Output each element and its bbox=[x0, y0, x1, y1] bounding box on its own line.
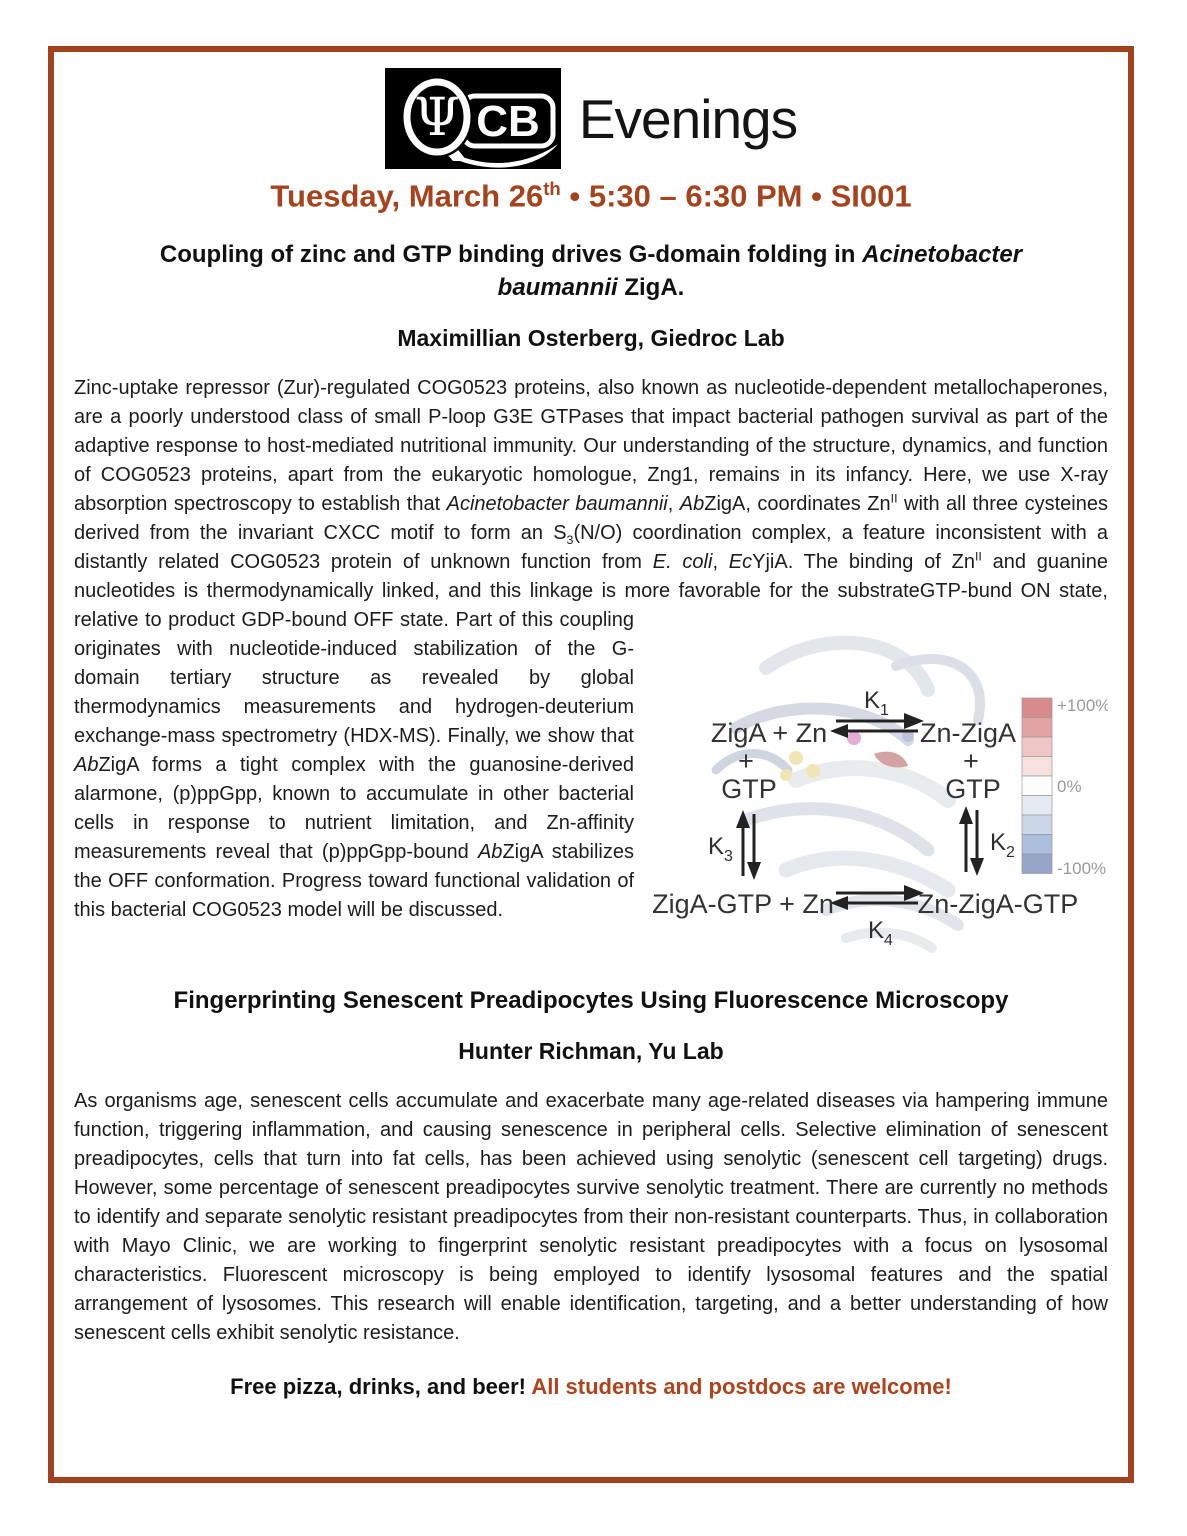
k3-label: $K_3$ bbox=[708, 833, 733, 866]
talk1-abstract bbox=[74, 374, 1109, 950]
talk1-abstract-part1: Zinc-uptake repressor (Zur)-regulated COG0523 proteins, also known as nucleotide-dependent metallochaperones, are a poorly understood class of small P-loop G3E GTPases that impact bacterial pathogen survival as part of the adaptive response to host-mediated nutritional immunity. Our understanding of the structure, dynamics, and function of COG0523 proteins, apart from the eukaryotic homologue, Zng1, remains in its infancy. Here, we use X-ray absorption spectroscopy to establish that Acinetobacter baumannii, AbZigA, coordinates $Zn^{II}$ with all three cysteines derived from the invariant CXCC motif to form an $S_3(N/O)$ coordination complex, a feature inconsistent with a distantly related COG0523 protein of unknown function from E. coli, EcYjiA. The binding of $Zn^{II}$ and guanine nucleotides is thermodynamically linked, and this linkage is more favorable for the substrate bbox=[74, 377, 1109, 603]
header bbox=[74, 68, 1108, 169]
scheme-zn-ziga: Zn-ZigA bbox=[919, 718, 1017, 749]
k1-label: $K_1$ bbox=[864, 687, 889, 720]
talk1-title: Coupling of zinc and GTP binding drives G-domain folding in Acinetobacter baumannii ZigA. bbox=[159, 241, 1023, 302]
talk2-title: Fingerprinting Senescent Preadipocytes Using Fluorescence Microscopy bbox=[173, 987, 1009, 1015]
footer-black-text: Free pizza, drinks, and beer! bbox=[230, 1374, 532, 1400]
scheme-ziga-zn: ZigA + Zn bbox=[710, 718, 828, 749]
iu-trident-icon: Ψ bbox=[414, 88, 460, 148]
colorbar-top-label: +100% bbox=[1057, 696, 1108, 716]
talk1-figure bbox=[646, 608, 1108, 980]
gtp-right: GTP bbox=[945, 774, 1001, 805]
k2-label: $K_2$ bbox=[990, 829, 1015, 862]
hdx-colorbar bbox=[1022, 696, 1108, 878]
flyer-content bbox=[54, 52, 1128, 1400]
colorbar-bottom-label: -100% bbox=[1057, 859, 1107, 879]
footer bbox=[74, 1374, 1108, 1400]
gtp-left: GTP bbox=[721, 774, 777, 805]
logo-wordmark: Evenings bbox=[578, 87, 798, 150]
talk2-abstract: As organisms age, senescent cells accumulate and exacerbate many age-related diseases via hampering immune function, triggering inflammation, and causing senescence in peripheral cells. Selective elimination of senescent preadipocytes, cells that turn into fat cells, has been achieved using senolytic (senescent cell targeting) drugs. However, some percentage of senescent preadipocytes survive senolytic treatment. There are currently no methods to identify and separate senolytic resistant preadipocytes from their non-resistant counterparts. Thus, in collaboration with Mayo Clinic, we are working to fingerprint senolytic resistant preadipocytes with a focus on lysosomal characteristics. Fluorescent microscopy is being employed to identify lysosomal features and the spatial arrangement of lysosomes. This research will enable identification, targeting, and a better understanding of how senescent cells exhibit senolytic resistance. bbox=[74, 1090, 1108, 1345]
colorbar-mid-label: 0% bbox=[1057, 777, 1082, 797]
talk1-abstract-part2: GTP-bund ON state, relative to product GDP-bound OFF state. Part of this coupling originates with nucleotide-induced stabilization of the G-domain tertiary structure as revealed by global thermodynamics measurements and hydrogen-deuterium exchange-mass spectrometry (HDX-MS). Finally, we show that AbZigA forms a tight complex with the guanosine-derived alarmone, (p)ppGpp, known to accumulate in other bacterial cells in response to nutrient limitation, and Zn-affinity measurements reveal that (p)ppGpp-bound AbZigA stabilizes the OFF conformation. Progress toward functional validation of this bacterial COG0523 model will be discussed. bbox=[74, 580, 1108, 922]
k4-label: $K_4$ bbox=[868, 917, 893, 950]
event-date-line: Tuesday, March 26th • 5:30 – 6:30 PM • SI001 bbox=[270, 178, 912, 214]
plus-left: + bbox=[738, 746, 754, 777]
zinc-gtp-equilibrium-figure bbox=[646, 608, 1108, 980]
logo-cb-text: CB bbox=[476, 97, 540, 146]
qcb-logo-icon bbox=[385, 68, 561, 169]
plus-right: + bbox=[963, 746, 979, 777]
scheme-zn-ziga-gtp: Zn-ZigA-GTP bbox=[917, 889, 1079, 920]
talk2-speaker: Hunter Richman, Yu Lab bbox=[458, 1038, 724, 1065]
flyer-border-frame bbox=[48, 46, 1134, 1483]
scheme-ziga-gtp-zn: ZigA-GTP + Zn bbox=[652, 889, 834, 920]
talk1-speaker: Maximillian Osterberg, Giedroc Lab bbox=[397, 325, 785, 352]
footer-red-text: All students and postdocs are welcome! bbox=[531, 1374, 952, 1400]
